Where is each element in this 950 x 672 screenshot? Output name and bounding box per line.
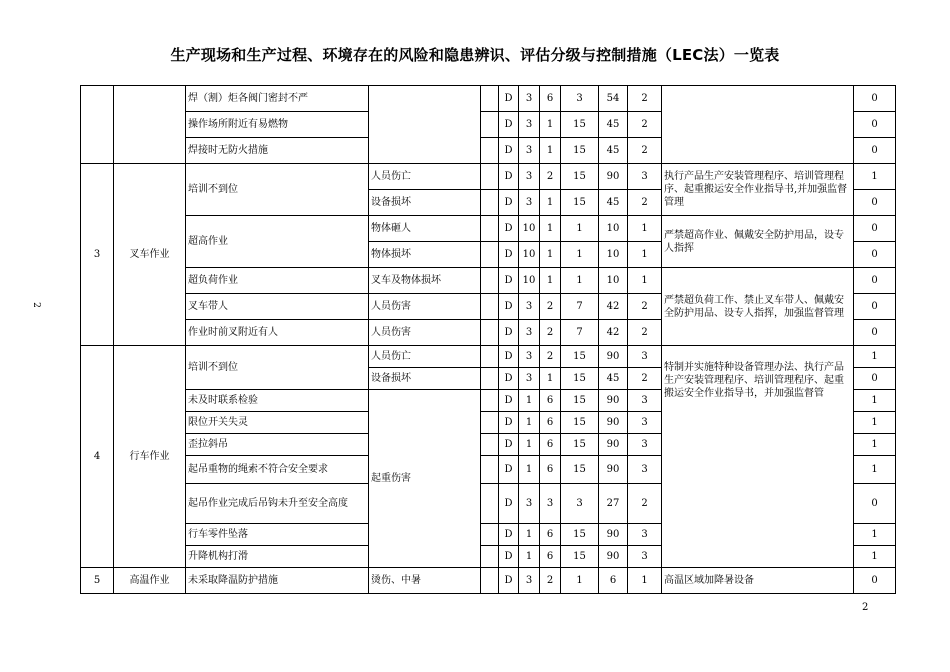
cell-no: 4	[81, 346, 114, 568]
cell-measure: 严禁超高作业、佩戴安全防护用品，设专人指挥	[662, 216, 854, 268]
cell-e: 6	[540, 86, 561, 112]
cell-spacer	[481, 412, 499, 434]
cell-hazard: 未及时联系检验	[186, 390, 369, 412]
cell-c: 15	[561, 346, 599, 368]
cell-no	[81, 86, 114, 164]
cell-consequence: 物体损坏	[369, 242, 481, 268]
cell-l: 3	[519, 294, 540, 320]
cell-class: D	[499, 412, 519, 434]
cell-level: 3	[628, 346, 662, 368]
cell-level: 2	[628, 320, 662, 346]
cell-spacer	[481, 112, 499, 138]
cell-e: 6	[540, 546, 561, 568]
cell-d: 90	[599, 164, 628, 190]
cell-class: D	[499, 86, 519, 112]
cell-level: 3	[628, 546, 662, 568]
cell-d: 90	[599, 390, 628, 412]
cell-c: 15	[561, 456, 599, 484]
cell-e: 2	[540, 164, 561, 190]
cell-spacer	[481, 546, 499, 568]
cell-consequence: 设备损坏	[369, 368, 481, 390]
cell-c: 15	[561, 390, 599, 412]
cell-last: 0	[854, 86, 896, 112]
cell-e: 3	[540, 484, 561, 524]
cell-spacer	[481, 268, 499, 294]
cell-class: D	[499, 112, 519, 138]
cell-e: 6	[540, 412, 561, 434]
cell-level: 2	[628, 484, 662, 524]
cell-consequence: 人员伤亡	[369, 346, 481, 368]
cell-e: 2	[540, 294, 561, 320]
cell-d: 90	[599, 456, 628, 484]
cell-class: D	[499, 320, 519, 346]
cell-hazard: 焊（割）炬各阀门密封不严	[186, 86, 369, 112]
cell-d: 6	[599, 568, 628, 594]
cell-spacer	[481, 390, 499, 412]
cell-class: D	[499, 484, 519, 524]
cell-hazard: 超高作业	[186, 216, 369, 268]
cell-last: 1	[854, 412, 896, 434]
cell-activity: 叉车作业	[114, 164, 186, 346]
table-row	[81, 346, 896, 368]
cell-level: 1	[628, 242, 662, 268]
cell-last: 1	[854, 346, 896, 368]
cell-d: 42	[599, 320, 628, 346]
cell-class: D	[499, 456, 519, 484]
cell-c: 1	[561, 216, 599, 242]
cell-e: 1	[540, 268, 561, 294]
cell-c: 15	[561, 138, 599, 164]
cell-level: 2	[628, 368, 662, 390]
cell-consequence: 叉车及物体损坏	[369, 268, 481, 294]
cell-d: 90	[599, 524, 628, 546]
table-row	[81, 86, 896, 112]
cell-spacer	[481, 320, 499, 346]
cell-hazard: 焊接时无防火措施	[186, 138, 369, 164]
cell-e: 2	[540, 346, 561, 368]
cell-l: 10	[519, 216, 540, 242]
cell-last: 1	[854, 524, 896, 546]
cell-e: 6	[540, 390, 561, 412]
cell-d: 90	[599, 546, 628, 568]
cell-consequence: 烫伤、中暑	[369, 568, 481, 594]
cell-d: 45	[599, 368, 628, 390]
cell-class: D	[499, 346, 519, 368]
cell-level: 1	[628, 568, 662, 594]
cell-l: 3	[519, 346, 540, 368]
cell-last: 0	[854, 138, 896, 164]
cell-consequence: 起重伤害	[369, 390, 481, 568]
cell-level: 3	[628, 390, 662, 412]
cell-spacer	[481, 164, 499, 190]
cell-d: 90	[599, 412, 628, 434]
cell-class: D	[499, 268, 519, 294]
cell-spacer	[481, 484, 499, 524]
cell-spacer	[481, 138, 499, 164]
cell-l: 3	[519, 568, 540, 594]
cell-c: 7	[561, 294, 599, 320]
cell-e: 2	[540, 568, 561, 594]
cell-l: 3	[519, 320, 540, 346]
cell-last: 1	[854, 434, 896, 456]
cell-l: 3	[519, 484, 540, 524]
cell-c: 15	[561, 524, 599, 546]
cell-hazard: 超负荷作业	[186, 268, 369, 294]
risk-assessment-table	[80, 85, 896, 594]
cell-hazard: 培训不到位	[186, 346, 369, 390]
cell-e: 2	[540, 320, 561, 346]
cell-c: 1	[561, 568, 599, 594]
cell-class: D	[499, 568, 519, 594]
cell-hazard: 行车零件坠落	[186, 524, 369, 546]
cell-c: 1	[561, 242, 599, 268]
cell-spacer	[481, 190, 499, 216]
cell-last: 0	[854, 294, 896, 320]
cell-level: 2	[628, 190, 662, 216]
cell-level: 3	[628, 456, 662, 484]
cell-level: 2	[628, 86, 662, 112]
cell-hazard: 升降机构打滑	[186, 546, 369, 568]
cell-d: 10	[599, 216, 628, 242]
cell-c: 15	[561, 434, 599, 456]
cell-spacer	[481, 568, 499, 594]
cell-l: 3	[519, 112, 540, 138]
cell-class: D	[499, 294, 519, 320]
cell-last: 0	[854, 484, 896, 524]
cell-activity	[114, 86, 186, 164]
cell-last: 0	[854, 112, 896, 138]
cell-no: 5	[81, 568, 114, 594]
table-row	[81, 268, 896, 294]
cell-measure: 严禁超负荷工作、禁止叉车带人、佩戴安全防护用品、设专人指挥，加强监督管理	[662, 268, 854, 346]
cell-measure	[662, 86, 854, 164]
cell-last: 0	[854, 368, 896, 390]
cell-hazard: 叉车带人	[186, 294, 369, 320]
cell-class: D	[499, 546, 519, 568]
cell-consequence: 设备损坏	[369, 190, 481, 216]
cell-consequence: 物体砸人	[369, 216, 481, 242]
cell-consequence: 人员伤害	[369, 320, 481, 346]
cell-no: 3	[81, 164, 114, 346]
cell-d: 27	[599, 484, 628, 524]
cell-consequence	[369, 86, 481, 164]
cell-e: 1	[540, 190, 561, 216]
cell-c: 3	[561, 86, 599, 112]
cell-hazard: 起吊重物的绳索不符合安全要求	[186, 456, 369, 484]
cell-d: 54	[599, 86, 628, 112]
cell-class: D	[499, 138, 519, 164]
cell-l: 3	[519, 164, 540, 190]
cell-e: 1	[540, 216, 561, 242]
cell-l: 10	[519, 268, 540, 294]
cell-e: 1	[540, 138, 561, 164]
cell-class: D	[499, 368, 519, 390]
cell-spacer	[481, 294, 499, 320]
cell-level: 3	[628, 412, 662, 434]
cell-hazard: 未采取降温防护措施	[186, 568, 369, 594]
cell-last: 0	[854, 320, 896, 346]
cell-l: 1	[519, 524, 540, 546]
cell-last: 1	[854, 456, 896, 484]
cell-last: 0	[854, 190, 896, 216]
cell-spacer	[481, 86, 499, 112]
cell-e: 6	[540, 456, 561, 484]
cell-activity: 行车作业	[114, 346, 186, 568]
cell-spacer	[481, 368, 499, 390]
cell-hazard: 操作场所附近有易燃物	[186, 112, 369, 138]
cell-c: 15	[561, 546, 599, 568]
cell-class: D	[499, 434, 519, 456]
cell-spacer	[481, 346, 499, 368]
cell-c: 1	[561, 268, 599, 294]
cell-l: 1	[519, 412, 540, 434]
cell-class: D	[499, 524, 519, 546]
cell-d: 42	[599, 294, 628, 320]
cell-level: 2	[628, 294, 662, 320]
cell-l: 3	[519, 190, 540, 216]
cell-level: 3	[628, 524, 662, 546]
cell-class: D	[499, 242, 519, 268]
cell-measure	[662, 346, 854, 568]
cell-class: D	[499, 216, 519, 242]
cell-consequence: 人员伤害	[369, 294, 481, 320]
cell-level: 2	[628, 112, 662, 138]
cell-d: 10	[599, 242, 628, 268]
cell-l: 10	[519, 242, 540, 268]
cell-last: 0	[854, 268, 896, 294]
cell-e: 1	[540, 242, 561, 268]
cell-hazard: 作业时前叉附近有人	[186, 320, 369, 346]
cell-l: 1	[519, 456, 540, 484]
cell-l: 3	[519, 368, 540, 390]
cell-last: 0	[854, 242, 896, 268]
table-row	[81, 216, 896, 242]
cell-last: 0	[854, 216, 896, 242]
cell-hazard: 起吊作业完成后吊钩未升至安全高度	[186, 484, 369, 524]
cell-class: D	[499, 390, 519, 412]
cell-l: 3	[519, 86, 540, 112]
cell-level: 3	[628, 164, 662, 190]
cell-d: 45	[599, 190, 628, 216]
cell-hazard: 歪拉斜吊	[186, 434, 369, 456]
cell-last: 0	[854, 568, 896, 594]
cell-d: 10	[599, 268, 628, 294]
cell-e: 6	[540, 434, 561, 456]
cell-hazard: 限位开关失灵	[186, 412, 369, 434]
cell-measure: 高温区域加降暑设备	[662, 568, 854, 594]
cell-d: 45	[599, 112, 628, 138]
cell-activity: 高温作业	[114, 568, 186, 594]
table-row	[81, 568, 896, 594]
cell-spacer	[481, 456, 499, 484]
cell-class: D	[499, 190, 519, 216]
cell-class: D	[499, 164, 519, 190]
cell-level: 2	[628, 138, 662, 164]
cell-last: 1	[854, 390, 896, 412]
cell-spacer	[481, 242, 499, 268]
cell-l: 3	[519, 138, 540, 164]
cell-spacer	[481, 434, 499, 456]
cell-level: 1	[628, 216, 662, 242]
cell-c: 7	[561, 320, 599, 346]
cell-c: 15	[561, 112, 599, 138]
cell-level: 1	[628, 268, 662, 294]
cell-l: 1	[519, 546, 540, 568]
page-title: 生产现场和生产过程、环境存在的风险和隐患辨识、评估分级与控制措施（LEC法）一览表	[170, 46, 780, 64]
cell-l: 1	[519, 390, 540, 412]
cell-d: 45	[599, 138, 628, 164]
cell-c: 15	[561, 190, 599, 216]
cell-c: 15	[561, 164, 599, 190]
cell-level: 3	[628, 434, 662, 456]
cell-last: 1	[854, 546, 896, 568]
cell-c: 3	[561, 484, 599, 524]
cell-l: 1	[519, 434, 540, 456]
cell-e: 1	[540, 112, 561, 138]
cell-e: 1	[540, 368, 561, 390]
cell-c: 15	[561, 412, 599, 434]
cell-c: 15	[561, 368, 599, 390]
cell-d: 90	[599, 346, 628, 368]
side-page-mark: 2	[30, 302, 41, 308]
cell-measure: 执行产品生产安装管理程序、培训管理程序、起重搬运安全作业指导书,并加强监督管理	[662, 164, 854, 216]
cell-spacer	[481, 216, 499, 242]
page-number: 2	[862, 602, 869, 613]
cell-consequence: 人员伤亡	[369, 164, 481, 190]
table-row	[81, 164, 896, 190]
cell-e: 6	[540, 524, 561, 546]
cell-d: 90	[599, 434, 628, 456]
measure-text: 特制并实施特种设备管理办法、执行产品生产安装管理程序、培训管理程序、起重搬运安全作业指导书，并加强监督管	[664, 361, 844, 399]
cell-last: 1	[854, 164, 896, 190]
cell-hazard: 培训不到位	[186, 164, 369, 216]
cell-spacer	[481, 524, 499, 546]
